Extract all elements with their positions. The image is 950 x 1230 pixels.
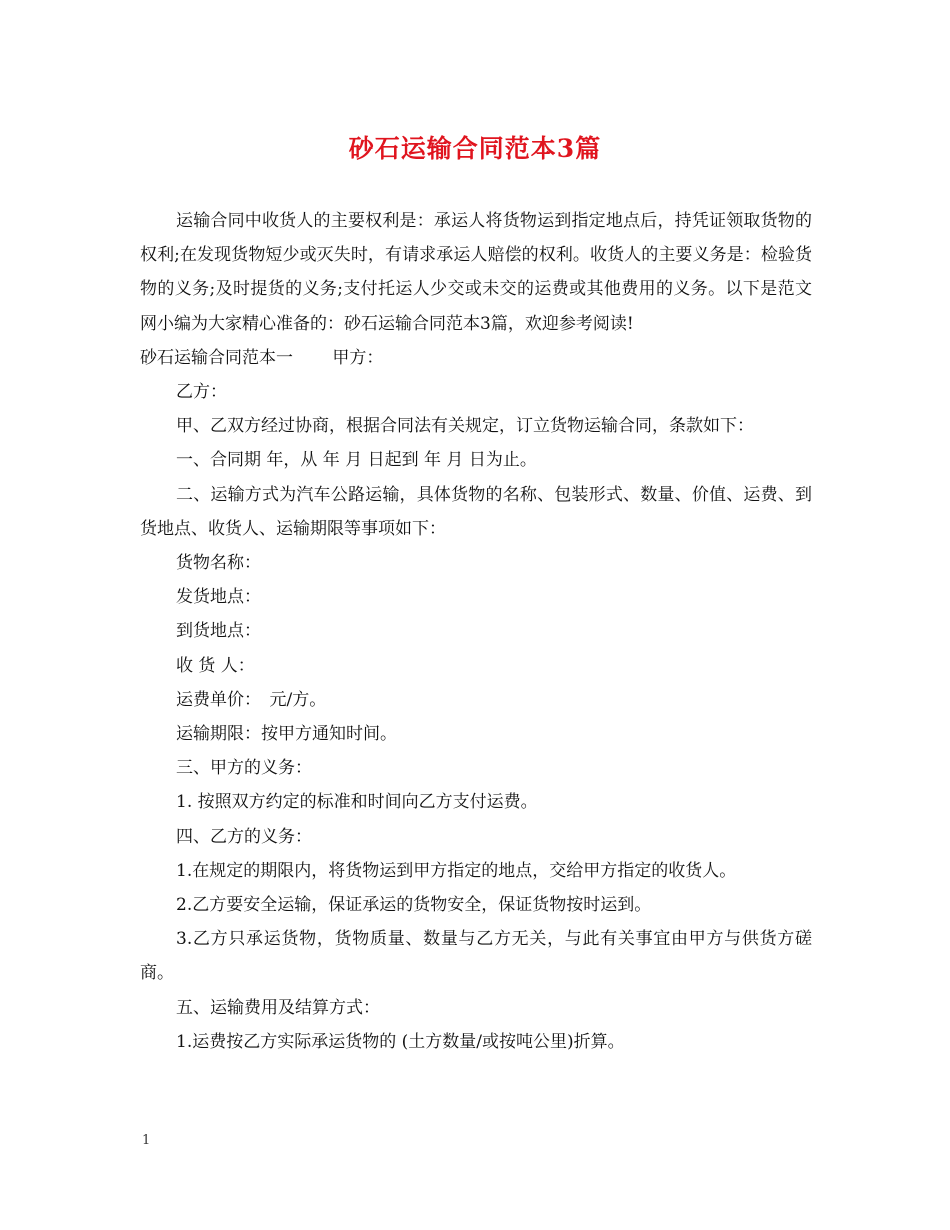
paragraph-clause-4-3: 3.乙方只承运货物，货物质量、数量与乙方无关，与此有关事宜由甲方与供货方磋商。 [140, 929, 812, 984]
paragraph-party-b: 乙方： [176, 382, 227, 403]
paragraph-heading-1: 砂石运输合同范本一 甲方： [140, 347, 384, 368]
paragraph-clause-1: 一、合同期 年，从 年 月 日起到 年 月 日为止。 [176, 450, 537, 471]
paragraph-intro: 运输合同中收货人的主要权利是：承运人将货物运到指定地点后，持凭证领取货物的权利;在发现货物短少或灭失时，有请求承运人赔偿的权利。收货人的主要义务是：检验货物的义务;及时提货的义务;支付托运人少交或未交的运费或其他费用的义务。以下是范文网小编为大家精心准备的：砂石运输合同范本3篇，欢迎参考阅读! [140, 211, 812, 334]
paragraph-clause-5: 五、运输费用及结算方式： [176, 997, 380, 1018]
paragraph-transport-period: 运输期限：按甲方通知时间。 [176, 724, 397, 745]
paragraph-clause-3: 三、甲方的义务： [176, 758, 312, 779]
paragraph-clause-3-1: 1. 按照双方约定的标准和时间向乙方支付运费。 [176, 792, 538, 813]
paragraph-clause-4: 四、乙方的义务： [176, 826, 312, 847]
paragraph-clause-2: 二、运输方式为汽车公路运输，具体货物的名称、包装形式、数量、价值、运费、到货地点、收货人、运输期限等事项如下： [140, 484, 812, 539]
paragraph-freight-price: 运费单价： 元/方。 [176, 689, 327, 710]
paragraph-agreement: 甲、乙双方经过协商，根据合同法有关规定，订立货物运输合同，条款如下： [176, 416, 754, 437]
paragraph-clause-4-2: 2.乙方要安全运输，保证承运的货物安全，保证货物按时运到。 [176, 895, 652, 916]
document-title: 砂石运输合同范本3篇 [348, 134, 602, 163]
page-number: 1 [142, 1133, 151, 1148]
paragraph-clause-4-1: 1.在规定的期限内，将货物运到甲方指定的地点，交给甲方指定的收货人。 [176, 860, 737, 881]
document-body [140, 204, 812, 1059]
paragraph-ship-from: 发货地点： [176, 587, 261, 608]
paragraph-ship-to: 到货地点： [176, 621, 261, 642]
paragraph-consignee: 收 货 人： [176, 655, 255, 676]
paragraph-goods-name: 货物名称： [176, 553, 261, 574]
paragraph-clause-5-1: 1.运费按乙方实际承运货物的 (土方数量/或按吨公里)折算。 [176, 1031, 625, 1052]
